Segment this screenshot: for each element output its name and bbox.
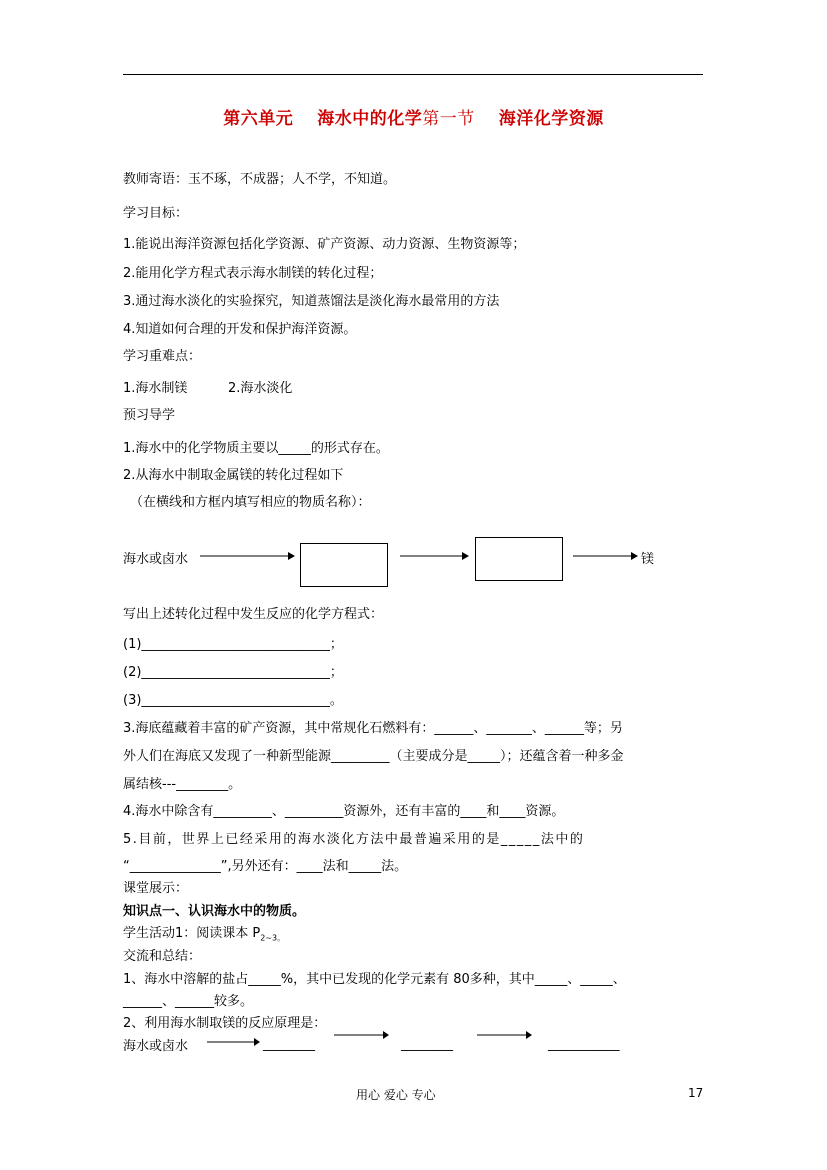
textbook-page-range: 2~3。 [260,933,286,943]
title-lesson: 海洋化学资源 [498,109,604,129]
objective-item: 2.能用化学方程式表示海水制镁的转化过程； [123,266,383,281]
preview-question-3-line2: 外人们在海底又发现了一种新型能源_________（主要成分是_____）；还蕴含着一种多金 [123,749,624,764]
preview-question-4: 4.海水中除含有_________、_________资源外，还有丰富的____和____资源。 [123,804,565,819]
reaction-arrow-1 [207,1035,261,1049]
summary-item-1-line2: ______、______较多。 [123,994,254,1009]
knowledge-point-1: 知识点一、认识海水中的物质。 [123,904,306,919]
textbook-page-ref: P [252,926,261,941]
blank-box-2[interactable] [475,537,563,581]
key-points-heading: 学习重难点： [123,349,202,364]
summary-heading: 交流和总结： [123,949,202,964]
page-number: 17 [688,1086,704,1100]
preview-question-3-line3: 属结核---________。 [123,777,242,792]
title-section: 第一节 [422,109,475,129]
equation-blank-3: (3)_____________________________。 [123,693,343,708]
equation-blank-1: (1)_____________________________； [123,637,343,652]
key-point-item: 2.海水淡化 [228,381,293,396]
equation-blank-2: (2)_____________________________； [123,665,343,680]
objective-item: 1.能说出海洋资源包括化学资源、矿产资源、动力资源、生物资源等； [123,237,526,252]
title-unit: 第六单元 [223,109,294,129]
student-activity-text: 学生活动1：阅读课本 [123,926,249,941]
preview-heading: 预习导学 [123,408,176,423]
blank-box-1[interactable] [300,543,388,587]
flow-end-label: 镁 [641,552,655,567]
equations-prompt: 写出上述转化过程中发生反应的化学方程式： [123,607,384,622]
flow-arrow-3 [573,548,639,564]
objective-item: 3.通过海水淡化的实验探究，知道蒸馏法是淡化海水最常用的方法 [123,294,500,309]
reaction-blank-3: ___________ [548,1037,620,1052]
flow-arrow-1 [200,548,296,564]
flow-arrow-2 [400,548,470,564]
key-point-item: 1.海水制镁 [123,381,188,396]
preview-question-3-line1: 3.海底蕴藏着丰富的矿产资源，其中常规化石燃料有：______、_______、______等；另 [123,721,623,736]
header-rule [123,74,703,75]
preview-question-2: 2.从海水中制取金属镁的转化过程如下 [123,468,344,483]
objective-item: 4.知道如何合理的开发和保护海洋资源。 [123,322,357,337]
preview-question-2-note: （在横线和方框内填写相应的物质名称）： [130,495,371,510]
preview-question-5-line1: 5.目前，世界上已经采用的海水淡化方法中最普遍采用的是_____法中的 [123,832,585,847]
student-activity [123,922,285,944]
reaction-blank-1: ________ [263,1037,315,1052]
teacher-message: 教师寄语：玉不琢，不成器；人不学，不知道。 [123,172,397,187]
page-title [0,104,827,129]
classroom-heading: 课堂展示： [123,881,189,896]
preview-question-1: 1.海水中的化学物质主要以_____的形式存在。 [123,441,389,456]
objectives-heading: 学习目标： [123,206,189,221]
footer-motto: 用心 爱心 专心 [356,1088,436,1102]
reaction-flow-start: 海水或卤水 [123,1039,189,1054]
flow-start-label: 海水或卤水 [123,552,189,567]
preview-question-5-line2: “______________”,另外还有：____法和_____法。 [123,859,408,874]
reaction-arrow-3 [477,1028,533,1042]
summary-item-1-line1: 1、海水中溶解的盐占_____%，其中已发现的化学元素有 80多种，其中_____、_____、 [123,972,626,987]
title-topic: 海水中的化学 [317,109,423,129]
reaction-arrow-2 [334,1028,390,1042]
summary-item-2: 2、利用海水制取镁的反应原理是： [123,1016,327,1031]
reaction-blank-2: ________ [401,1037,453,1052]
